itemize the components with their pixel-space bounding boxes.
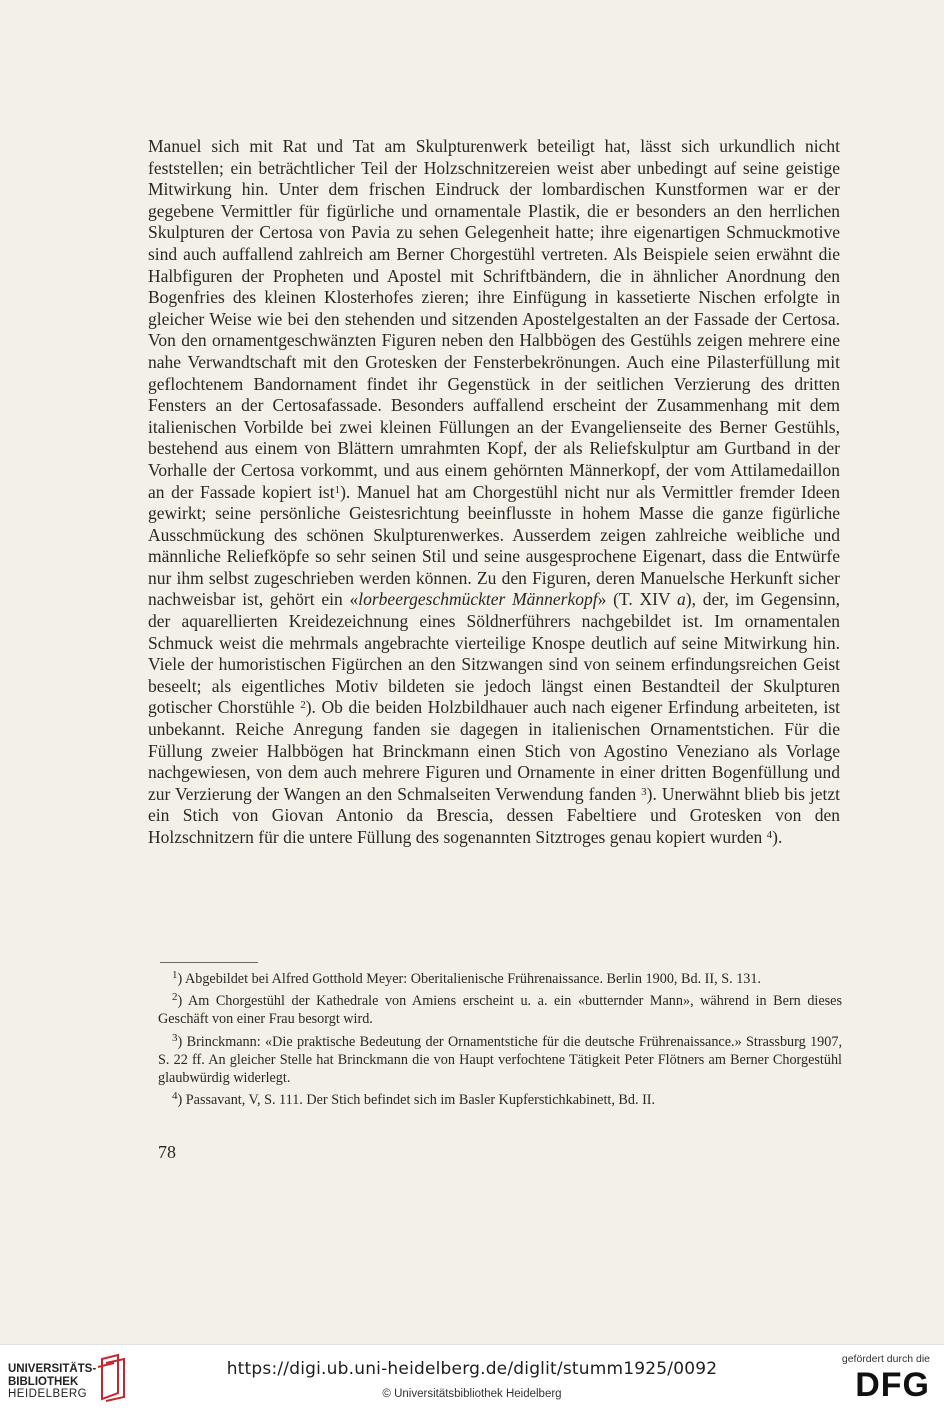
page-number: 78 (158, 1142, 176, 1162)
library-logo-text[interactable]: UNIVERSITÄTS- BIBLIOTHEK HEIDELBERG (8, 1363, 97, 1400)
footnote-ref-3[interactable]: 3 (641, 785, 647, 798)
funding-caption: gefördert durch die (841, 1353, 930, 1365)
footnotes (158, 970, 842, 1113)
footnote-ref-4[interactable]: 4 (766, 829, 773, 841)
main-paragraph: Manuel sich mit Rat und Tat am Skulpturenwerk beteiligt hat, lässt sich urkundlich nicht feststellen; ein beträchtlicher Teil der Holzschnitzereien weist aber unbedingt auf seine geistige Mitwirkung hin. Unter dem frischen Eindruck der lombardischen Kunstformen war er der gegebene Vermittler für figürliche und ornamentale Plastik, die er besonders an den herrlichen Skulpturen der Certosa von Pavia zu sehen Gelegenheit hatte; ihre eigenartigen Schmuckmotive sind auch auffallend zahlreich am Berner Chorgestühl vertreten. Als Beispiele seien erwähnt die Halbfiguren der Propheten und Apostel mit Schriftbändern, die in ähnlicher Anordnung den Bogenfries des kleinen Klosterhofes zieren; ihre Einfügung in kassetierte Nischen erfolgte in gleicher Weise wie bei den stehenden und sitzenden Apostelgestalten an der Fassade der Certosa. Von den ornamentgeschwänzten Figuren neben den Halbbögen des Gestühls zeigen mehrere eine nahe Verwandtschaft mit den Grotesken der Fensterbekrönungen. Auch eine Pilasterfüllung mit geflochtenem Bandornament findet ihr Gegenstück in der seitlichen Verzierung des dritten Fensters an der Certosafassade. Besonders auffallend erscheint der Zusammenhang mit dem italienischen Vorbilde bei zwei kleinen Füllungen an der Evangelienseite des Berner Gestühls, bestehend aus einem von Blättern umrahmten Kopf, der als Reliefskulptur am Gurtband in der Vorhalle der Certosa vorkommt, und aus einem gehörnten Männerkopf, der vom Attilamedaillon an der Fassade kopiert ist$^1$). Manuel hat am Chorgestühl nicht nur als Vermittler fremder Ideen gewirkt; seine persönliche Geistesrichtung beeinflusste in hohem Masse die ganze figürliche Ausschmückung des schönen Skulpturenwerkes. Ausserdem zeigen zahlreiche weibliche und männliche Reliefköpfe so sehr seinen Stil und seine ausgesprochene Eigenart, dass die Entwürfe nur ihm selbst zugeschrieben werden können. Zu den Figuren, deren Manuelsche Herkunft sicher nachweisbar ist, gehört ein «lorbeergeschmückter Männerkopf» (T. XIV a), der, im Gegensinn, der aquarellierten Kreidezeichnung eines Söldnerführers nachgebildet ist. Im ornamentalen Schmuck weist die mehrmals angebrachte vierteilige Knospe deutlich auf seine Mitwirkung hin. Viele der humoristischen Figürchen an den Sitzwangen sind von seinem erfindungsreichen Geist beseelt; als eigentliches Motiv bildeten sie jedoch längst einen Bestandteil der Skulpturen gotischer Chorstühle $^2$). Ob die beiden Holzbildhauer auch nach eigener Erfindung arbeiteten, ist unbekannt. Reiche Anregung fanden sie dagegen in italienischen Ornamentstichen. Für die Füllung zweier Halbbögen hat Brinckmann einen Stich von Agostino Veneziano als Vorlage nachgewiesen, von dem auch mehrere Figuren und Ornamente in einer dritten Bogenfüllung und zur Verzierung der Wangen an den Schmalseiten Verwendung fanden $^3$). Unerwähnt blieb bis jetzt ein Stich von Giovan Antonio da Brescia, dessen Fabeltiere und Grotesken von den Holzschnitzern für die untere Füllung des sogenannten Sitztroges genau kopiert wurden $^4$). (148, 136, 840, 847)
footnote-1: $^1$) Abgebildet bei Alfred Gotthold Meyer: Oberitalienische Frührenaissance. Berlin 1900, Bd. II, S. 131. (172, 969, 762, 987)
copyright-notice: © Universitätsbibliothek Heidelberg (382, 1388, 562, 1400)
footnote-2: $^2$) Am Chorgestühl der Kathedrale von Amiens erscheint u. a. ein «butternder Mann», während in Bern dieses Geschäft von einer Frau besorgt wird. (158, 991, 842, 1028)
permalink-url[interactable]: https://digi.ub.uni-heidelberg.de/diglit/stumm1925/0092 (226, 1359, 718, 1379)
footnote-3: $^3$) Brinckmann: «Die praktische Bedeutung der Ornamentstiche für die deutsche Frührenaissance.» Strassburg 1907, S. 22 ff. An gleicher Stelle hat Brinckmann die von Haupt verfochtene Tätigkeit Peter Flötners am Berner Chorgestühl glaubwürdig widerlegt. (158, 1031, 842, 1087)
dfg-logo[interactable]: DFG (855, 1366, 930, 1404)
viewer-footer (0, 1344, 944, 1412)
italic-plate-letter: a (677, 589, 686, 610)
footnote-divider (160, 962, 258, 963)
italic-term: lorbeergeschmückter Männerkopf (358, 589, 598, 610)
footnote-ref-1[interactable]: 1 (334, 483, 341, 496)
footnote-4: $^4$) Passavant, V, S. 111. Der Stich befindet sich im Basler Kupferstichkabinett, Bd. II. (172, 1090, 656, 1109)
footnote-ref-2[interactable]: 2 (300, 699, 306, 712)
main-text (148, 136, 840, 849)
